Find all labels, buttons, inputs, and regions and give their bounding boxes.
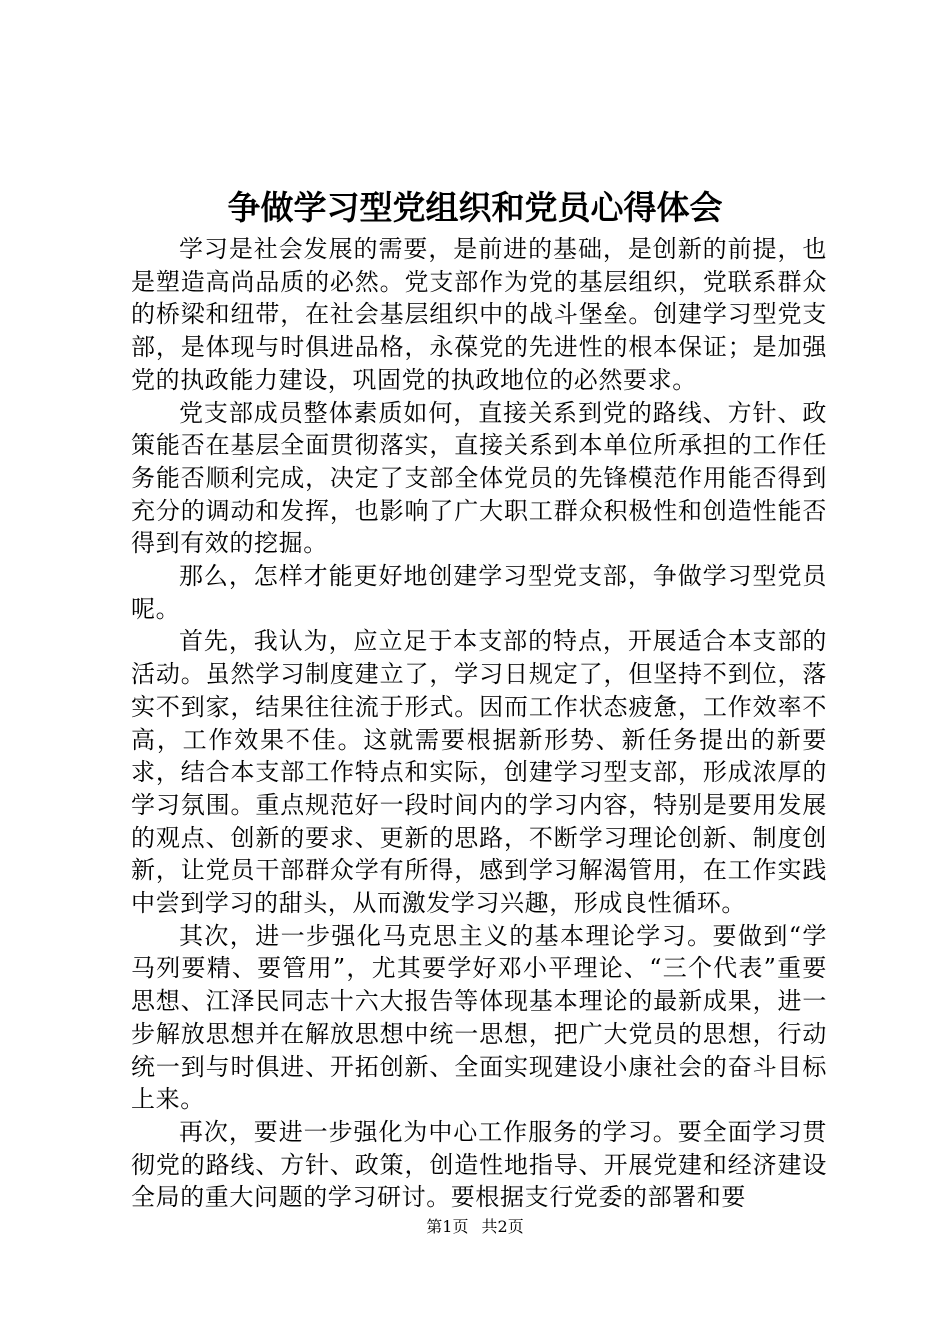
paragraph-6: 再次，要进一步强化为中心工作服务的学习。要全面学习贯彻党的路线、方针、政策，创造性地指导、开展党建和经济建设全局的重大问题的学习研讨。要根据支行党委的部署和要 [131,1117,827,1212]
document-body [131,233,827,1214]
page-footer [0,1216,950,1238]
document-title: 争做学习型党组织和党员心得体会 [227,188,723,227]
page-number: 第1页 [426,1217,469,1236]
paragraph-4: 首先，我认为，应立足于本支部的特点，开展适合本支部的活动。虽然学习制度建立了，学习日规定了，但坚持不到位，落实不到家，结果往往流于形式。因而工作状态疲惫，工作效率不高，工作效果不佳。这就需要根据新形势、新任务提出的新要求，结合本支部工作特点和实际，创建学习型支部，形成浓厚的学习氛围。重点规范好一段时间内的学习内容，特别是要用发展的观点、创新的要求、更新的思路，不断学习理论创新、制度创新，让党员干部群众学有所得，感到学习解渴管用，在工作实践中尝到学习的甜头，从而激发学习兴趣，形成良性循环。 [131,627,827,918]
paragraph-5: 其次，进一步强化马克思主义的基本理论学习。要做到“学马列要精、要管用”，尤其要学好邓小平理论、“三个代表”重要思想、江泽民同志十六大报告等体现基本理论的最新成果，进一步解放思想并在解放思想中统一思想，把广大党员的思想，行动统一到与时俱进、开拓创新、全面实现建设小康社会的奋斗目标上来。 [131,921,827,1114]
page-total: 共2页 [481,1217,524,1236]
paragraph-3: 那么，怎样才能更好地创建学习型党支部，争做学习型党员呢。 [131,562,827,623]
paragraph-1: 学习是社会发展的需要，是前进的基础，是创新的前提，也是塑造高尚品质的必然。党支部作为党的基层组织，党联系群众的桥梁和纽带，在社会基层组织中的战斗堡垒。创建学习型党支部，是体现与时俱进品格，永葆党的先进性的根本保证；是加强党的执政能力建设，巩固党的执政地位的必然要求。 [131,235,827,394]
paragraph-2: 党支部成员整体素质如何，直接关系到党的路线、方针、政策能否在基层全面贯彻落实，直接关系到本单位所承担的工作任务能否顺利完成，决定了支部全体党员的先锋模范作用能否得到充分的调动和发挥，也影响了广大职工群众积极性和创造性能否得到有效的挖掘。 [131,398,827,558]
